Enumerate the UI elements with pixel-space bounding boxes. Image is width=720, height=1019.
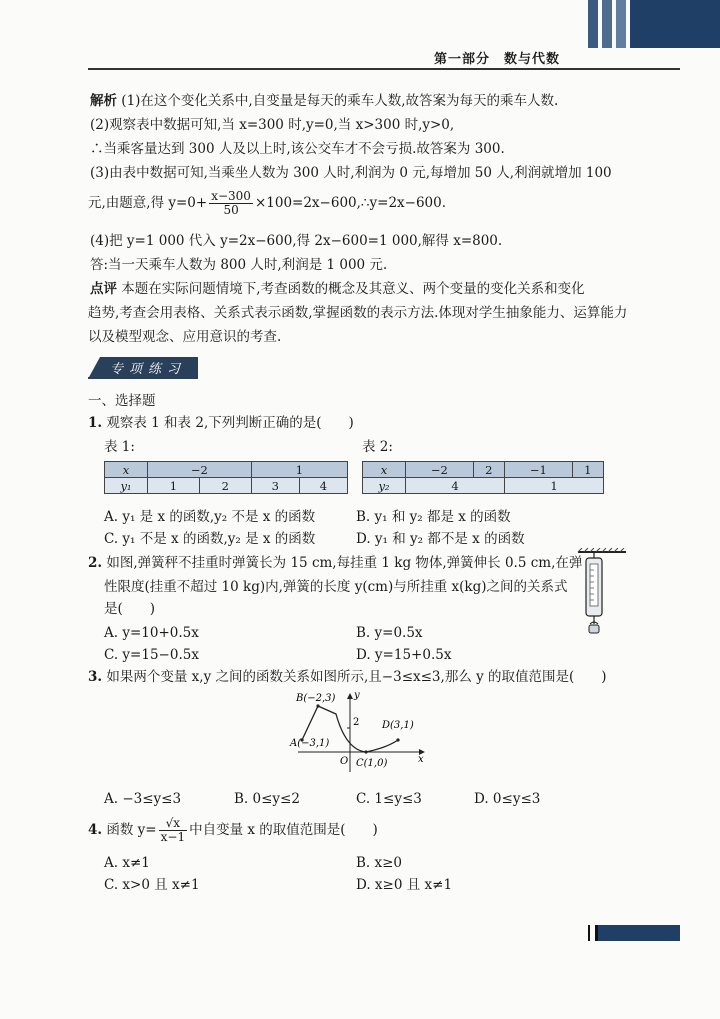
- section-heading: 一、选择题: [88, 393, 156, 409]
- table2-cell: −1: [504, 462, 572, 478]
- q1-stem: [88, 414, 648, 432]
- q1-option-b: B. y₁ 和 y₂ 都是 x 的函数: [356, 509, 511, 525]
- q2-option-d: D. y=15+0.5x: [356, 647, 452, 663]
- table1-cell: 2: [199, 478, 251, 494]
- table1-y-label: y₁: [105, 478, 148, 494]
- analysis-line-7: 答:当一天乘车人数为 800 人时,利润是 1 000 元.: [90, 257, 388, 273]
- analysis-line-6: (4)把 y=1 000 代入 y=2x−600,得 2x−600=1 000,解得 x=800.: [90, 233, 503, 249]
- q4-stem-post: 中自变量 x 的取值范围是( ): [189, 822, 378, 838]
- label-origin: O: [340, 756, 349, 767]
- q3-stem: [88, 668, 648, 686]
- table2-cell: 2: [473, 462, 504, 478]
- analysis-line-2: (2)观察表中数据可知,当 x=300 时,y=0,当 x>300 时,y>0,: [90, 117, 455, 133]
- label-x-axis: x: [418, 754, 424, 765]
- q3-stem-text: 如果两个变量 x,y 之间的函数关系如图所示,且−3≤x≤3,那么 y 的取值范围是( ): [106, 669, 607, 685]
- label-d: D(3,1): [382, 720, 414, 731]
- q2-option-a: A. y=10+0.5x: [104, 625, 199, 641]
- q2-stem-line-1: [88, 554, 648, 572]
- q1-number: 1.: [88, 415, 103, 431]
- header-rule: [88, 68, 680, 70]
- q2-number: 2.: [88, 555, 103, 571]
- table1-cell: 3: [251, 478, 299, 494]
- q4-stem-pre: 函数 y=: [106, 822, 157, 838]
- section-header-title: 第一部分 数与代数: [433, 52, 560, 67]
- q1-option-a: A. y₁ 是 x 的函数,y₂ 不是 x 的函数: [104, 509, 316, 525]
- q3-number: 3.: [88, 669, 103, 685]
- label-b: B(−2,3): [296, 693, 336, 704]
- fraction: [209, 190, 253, 217]
- table2-cell: −2: [406, 462, 474, 478]
- q2-stem-line-2: 性限度(挂重不超过 10 kg)内,弹簧的长度 y(cm)与所挂重 x(kg)之间的关系式: [104, 579, 568, 595]
- analysis-label: 解析: [90, 93, 117, 109]
- practice-badge: [88, 355, 198, 379]
- analysis-line-1: [90, 92, 650, 110]
- table2-label: 表 2:: [362, 439, 393, 455]
- table-2: [362, 461, 604, 494]
- comment-line-1: [90, 280, 650, 298]
- q2-option-b: B. y=0.5x: [356, 625, 423, 641]
- label-y-axis: y: [354, 690, 360, 701]
- q4-option-c: C. x>0 且 x≠1: [104, 877, 200, 893]
- comment-line-3: 以及模型观念、应用意识的考查.: [88, 329, 282, 345]
- table2-x-label: x: [363, 462, 406, 478]
- header-stripes-decoration: [570, 0, 720, 48]
- q4-fraction-denominator: x−1: [160, 830, 186, 844]
- table1-cell: 4: [299, 478, 347, 494]
- comment-line-2: 趋势,考查会用表格、关系式表示函数,掌握函数的表示方法.体现对学生抽象能力、运算能力: [88, 305, 628, 321]
- q4-stem: [88, 816, 648, 844]
- fraction-denominator: 50: [223, 203, 239, 217]
- analysis-line-4: (3)由表中数据可知,当乘坐人数为 300 人时,利润为 0 元,每增加 50 人,利润就增加 100: [90, 165, 612, 181]
- comment-label: 点评: [90, 281, 117, 297]
- q4-number: 4.: [88, 822, 103, 838]
- table2-cell: 4: [406, 478, 505, 494]
- spring-scale-figure: [576, 548, 628, 638]
- footer-accent-bar: [598, 925, 680, 941]
- q3-option-d: D. 0≤y≤3: [474, 791, 541, 807]
- point-d: [396, 738, 399, 741]
- label-a: A(−3,1): [290, 738, 330, 749]
- analysis-line-3: ∴当乘客量达到 300 人及以上时,该公交车才不会亏损.故答案为 300.: [90, 141, 505, 157]
- analysis-text-1: (1)在这个变化关系中,自变量是每天的乘车人数,故答案为每天的乘车人数.: [121, 93, 559, 109]
- table1-x-label: x: [105, 462, 148, 478]
- q2-option-c: C. y=15−0.5x: [104, 647, 199, 663]
- table2-cell: 1: [504, 478, 603, 494]
- analysis-line5-post: ×100=2x−600,∴y=2x−600.: [254, 195, 447, 211]
- q4-option-d: D. x≥0 且 x≠1: [356, 877, 453, 893]
- q1-stem-text: 观察表 1 和表 2,下列判断正确的是( ): [106, 415, 354, 431]
- analysis-line5-pre: 元,由题意,得 y=0+: [88, 195, 208, 211]
- table1-cell: 1: [148, 478, 200, 494]
- table1-label: 表 1:: [104, 439, 135, 455]
- q4-option-b: B. x≥0: [356, 855, 403, 871]
- table2-y-label: y₂: [363, 478, 406, 494]
- table2-cell: 1: [572, 462, 603, 478]
- q3-option-a: A. −3≤y≤3: [104, 791, 182, 807]
- table1-cell: −2: [148, 462, 252, 478]
- q2-stem-text-1: 如图,弹簧秤不挂重时弹簧长为 15 cm,每挂重 1 kg 物体,弹簧伸长 0.5 cm,在弹: [106, 555, 583, 571]
- point-b: [316, 704, 319, 707]
- table1-cell: 1: [251, 462, 347, 478]
- practice-badge-label: 专项练习: [110, 362, 187, 377]
- analysis-line-5: [88, 188, 648, 218]
- q4-option-a: A. x≠1: [104, 855, 150, 871]
- fraction-numerator: x−300: [211, 189, 251, 203]
- page-number-marker: [588, 925, 590, 941]
- comment-text-1: 本题在实际问题情境下,考查函数的概念及其意义、两个变量的变化关系和变化: [121, 281, 585, 297]
- q4-fraction: [159, 817, 187, 844]
- q3-option-b: B. 0≤y≤2: [234, 791, 300, 807]
- q2-stem-line-3: 是( ): [104, 601, 156, 617]
- point-c: [364, 750, 367, 753]
- q1-option-c: C. y₁ 不是 x 的函数,y₂ 是 x 的函数: [104, 531, 316, 547]
- label-c: C(1,0): [356, 758, 388, 769]
- q3-option-c: C. 1≤y≤3: [356, 791, 422, 807]
- q1-option-d: D. y₁ 和 y₂ 都不是 x 的函数: [356, 531, 525, 547]
- q4-fraction-numerator: √x: [159, 817, 187, 831]
- q3-function-graph: [286, 688, 436, 776]
- label-tick-2: 2: [353, 717, 360, 728]
- table-1: [104, 461, 348, 494]
